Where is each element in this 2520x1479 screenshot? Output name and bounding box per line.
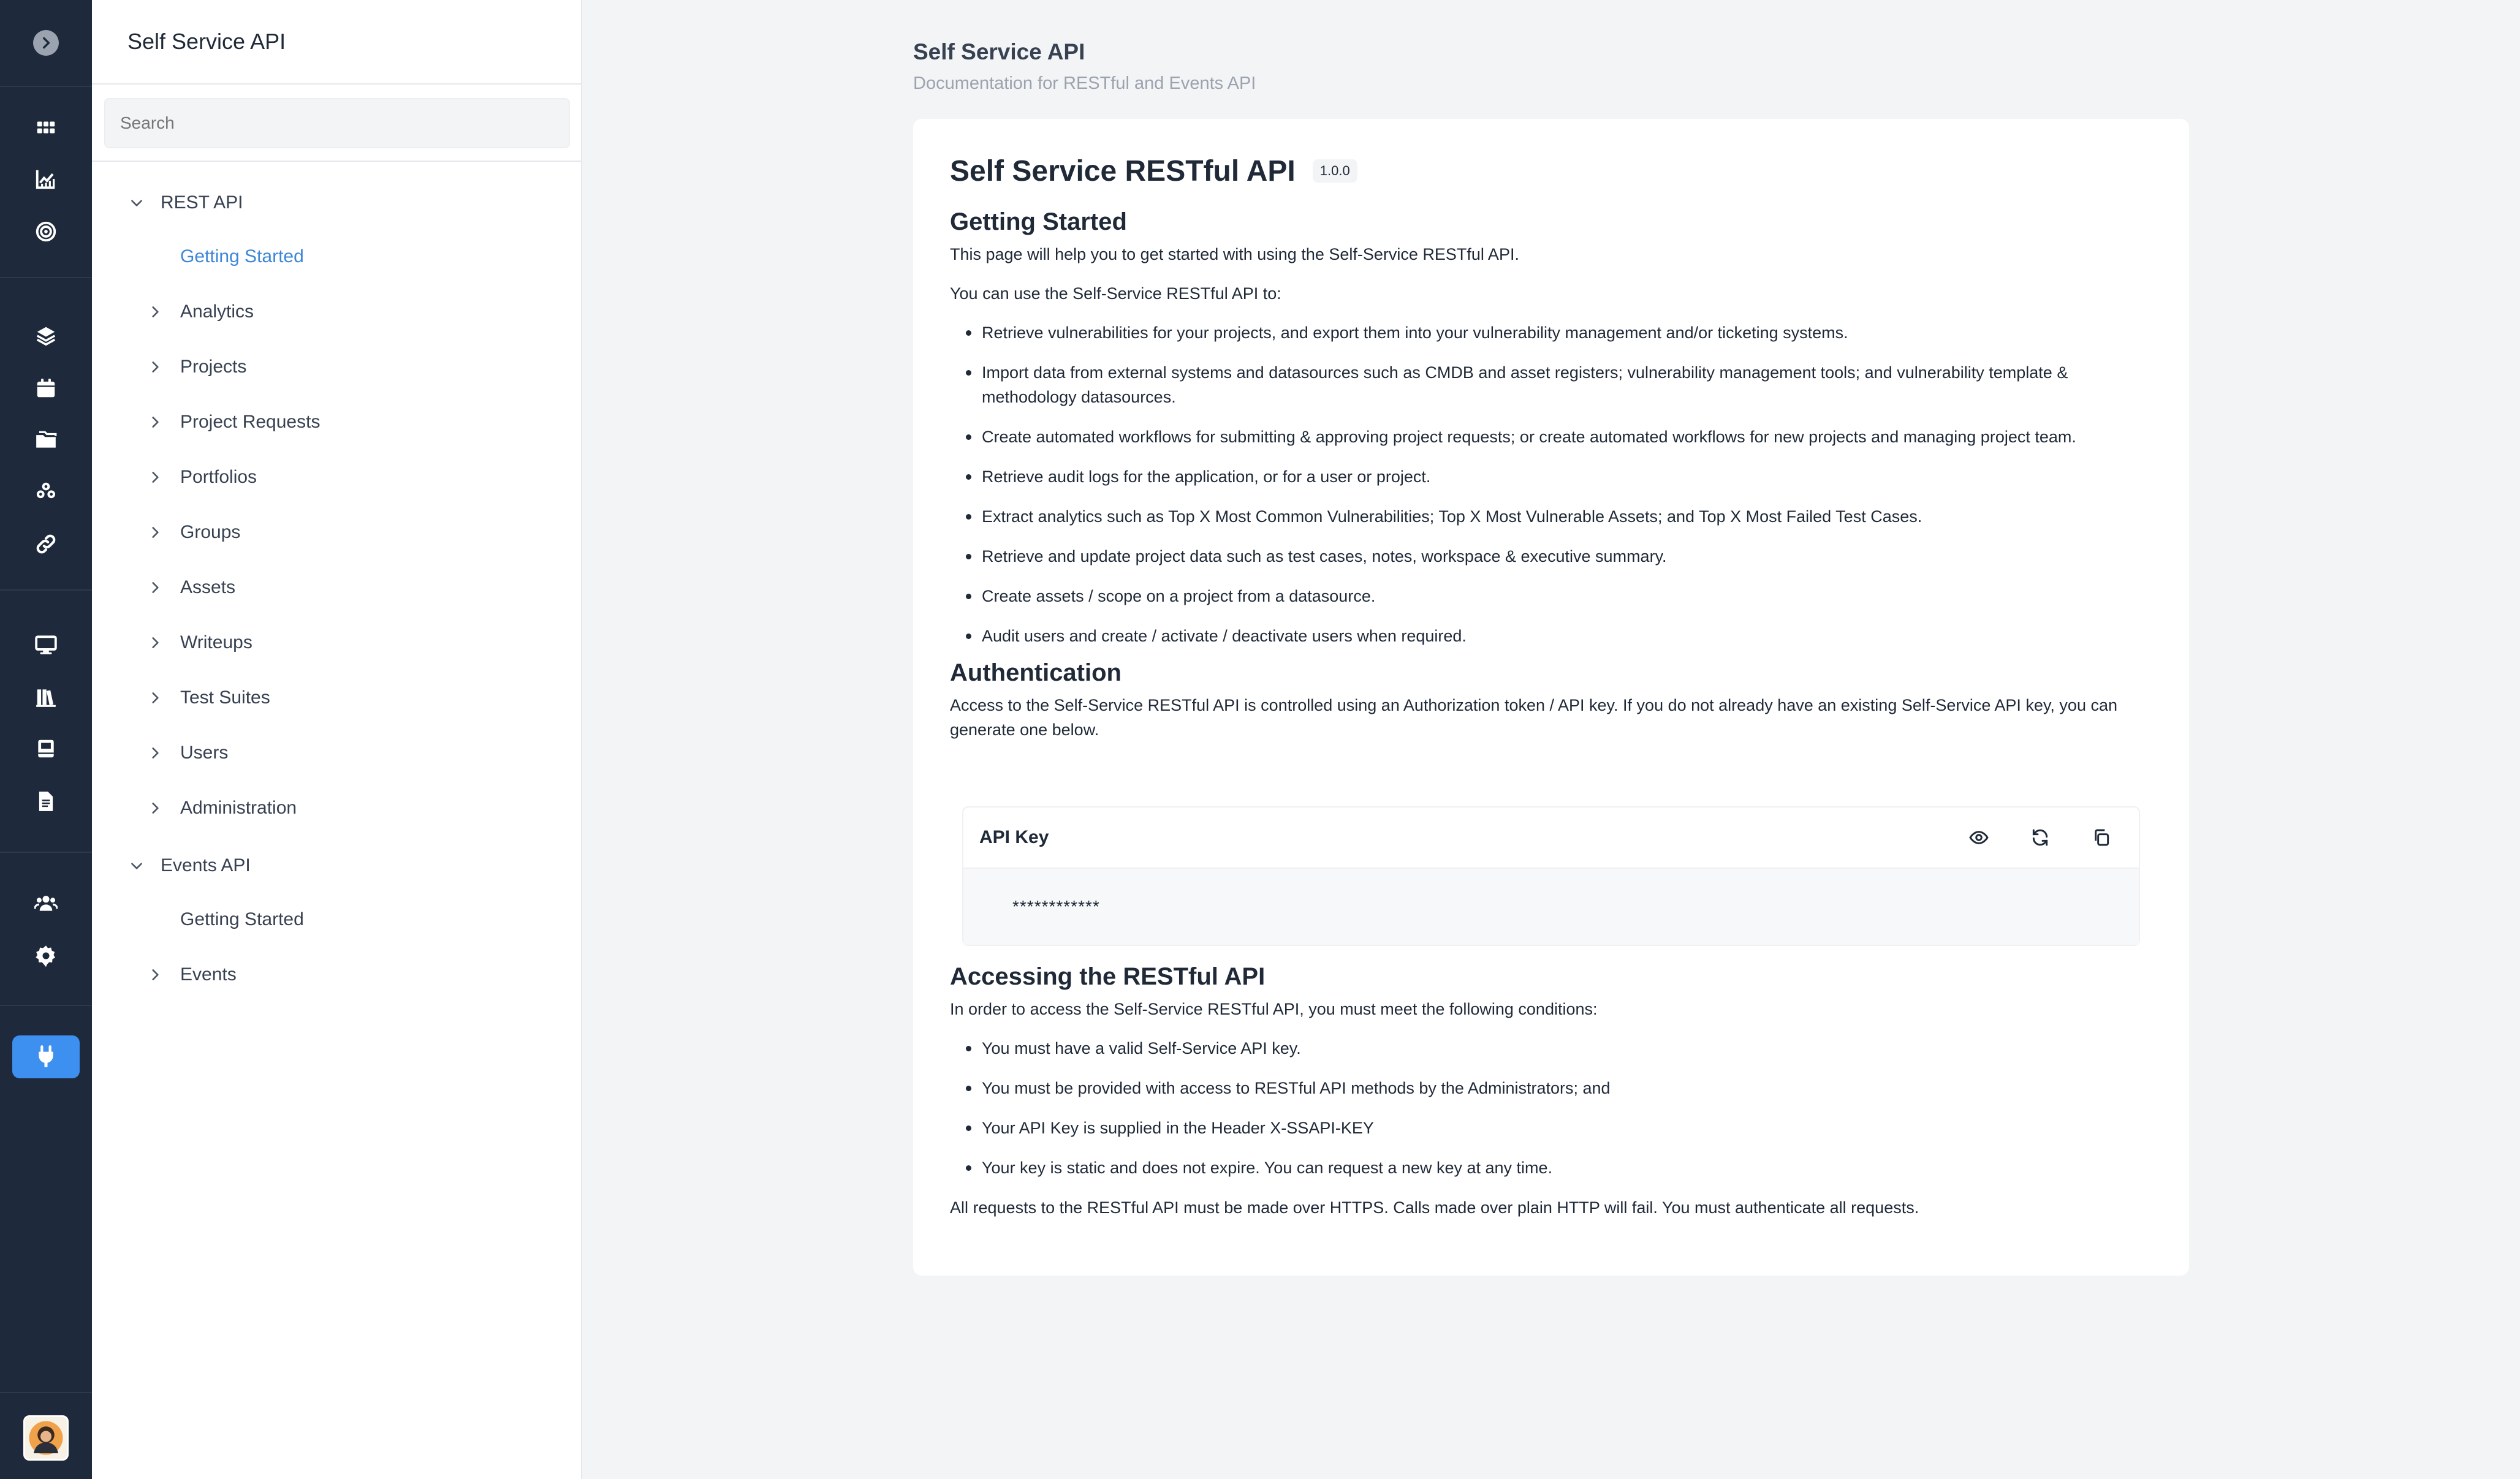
groups-icon[interactable] [28, 473, 64, 510]
doc-title-row [950, 149, 2151, 192]
nav-group-rest-api[interactable] [92, 181, 582, 224]
list-item: Retrieve audit logs for the application, or for a user or project. [950, 464, 2151, 489]
documentation-body [950, 149, 2151, 742]
list-item: Audit users and create / activate / deactivate users when required. [950, 624, 2151, 648]
documentation-card [913, 119, 2189, 1276]
chevron-right-icon [146, 468, 164, 486]
conditions-list [950, 1036, 2151, 1180]
nav-item-label: Getting Started [180, 909, 304, 929]
library-icon[interactable] [28, 679, 64, 716]
target-icon[interactable] [28, 213, 64, 250]
section-heading-getting-started: Getting Started [950, 208, 1127, 235]
avatar[interactable] [23, 1415, 69, 1461]
calendar-icon[interactable] [28, 370, 64, 407]
documentation-body-lower [950, 963, 2151, 1220]
chevron-right-icon [146, 413, 164, 431]
list-item: Create assets / scope on a project from a datasource. [950, 584, 2151, 608]
use-intro: You can use the Self-Service RESTful API to: [950, 284, 1281, 303]
nav-item-test-suites[interactable] [92, 676, 582, 719]
nav-item-label: Projects [180, 357, 247, 377]
nav-group-label: Events API [161, 855, 251, 876]
link-icon[interactable] [28, 526, 64, 562]
nav-item-label: Portfolios [180, 467, 257, 487]
sidebar-header [92, 0, 581, 85]
users-icon[interactable] [28, 885, 64, 921]
rail-divider [0, 1392, 92, 1393]
nav-group-label: REST API [161, 192, 243, 213]
dashboard-grid-icon[interactable] [28, 109, 64, 146]
accessing-footer: All requests to the RESTful API must be made over HTTPS. Calls made over plain HTTP will fail. You must authenticate all requests. [950, 1198, 1919, 1217]
settings-gear-icon[interactable] [28, 937, 64, 974]
toggle-sidebar-icon[interactable] [28, 25, 64, 61]
nav-item-administration[interactable] [92, 787, 582, 830]
list-item: You must have a valid Self-Service API key. [950, 1036, 2151, 1061]
nav-item-portfolios[interactable] [92, 456, 582, 499]
chevron-right-icon [146, 358, 164, 376]
use-list [950, 320, 2151, 648]
authentication-text: Access to the Self-Service RESTful API is controlled using an Authorization token / API key. If you do not already have an existing Self-Service API key, you can generate one below. [950, 696, 2118, 739]
list-item: Extract analytics such as Top X Most Common Vulnerabilities; Top X Most Vulnerable Assets; and Top X Most Failed Test Cases. [950, 504, 2151, 529]
section-heading-accessing: Accessing the RESTful API [950, 963, 1266, 990]
main-content [582, 0, 2520, 1479]
nav-item-label: Administration [180, 798, 297, 818]
list-item: Retrieve and update project data such as test cases, notes, workspace & executive summary. [950, 544, 2151, 569]
nav-item-label: Project Requests [180, 412, 321, 432]
nav-item-events-getting-started[interactable] [92, 898, 582, 941]
analytics-chart-icon[interactable] [28, 161, 64, 197]
nav-item-events[interactable] [92, 953, 582, 996]
monitor-icon[interactable] [28, 626, 64, 663]
chevron-right-icon [146, 303, 164, 321]
nav-item-label: Analytics [180, 301, 254, 322]
rail-divider [0, 852, 92, 853]
nav-group-events-api[interactable] [92, 844, 582, 887]
search-container [92, 85, 581, 162]
list-item: You must be provided with access to RESTful API methods by the Administrators; and [950, 1076, 2151, 1100]
getting-started-intro: This page will help you to get started with using the Self-Service RESTful API. [950, 245, 1519, 263]
nav-item-label: Events [180, 964, 237, 985]
version-badge: 1.0.0 [1313, 159, 1357, 183]
copy-icon[interactable] [2089, 825, 2114, 850]
chevron-right-icon [146, 523, 164, 542]
rail-divider [0, 589, 92, 591]
document-icon[interactable] [28, 783, 64, 820]
chevron-right-icon [146, 578, 164, 597]
rail-divider [0, 1005, 92, 1006]
section-heading-authentication: Authentication [950, 659, 1121, 686]
list-item: Import data from external systems and datasources such as CMDB and asset registers; vulnerability management tools; and vulnerability template & methodology datasources. [950, 360, 2151, 409]
book-icon[interactable] [28, 730, 64, 767]
api-key-value: ************ [963, 868, 2139, 945]
nav-item-label: Groups [180, 522, 241, 542]
chevron-right-icon [146, 689, 164, 707]
api-key-label: API Key [979, 827, 1049, 847]
doc-title: Self Service RESTful API [950, 154, 1296, 187]
chevron-down-icon [127, 194, 146, 212]
list-item: Retrieve vulnerabilities for your projects, and export them into your vulnerability management and/or ticketing systems. [950, 320, 2151, 345]
rail-divider [0, 277, 92, 278]
api-key-panel [962, 806, 2140, 946]
chevron-right-icon [146, 744, 164, 762]
nav-item-project-requests[interactable] [92, 401, 582, 444]
refresh-icon[interactable] [2027, 825, 2053, 850]
page-title: Self Service API [913, 39, 1085, 64]
sidebar [92, 0, 582, 1479]
icon-rail [0, 0, 92, 1479]
nav-item-writeups[interactable] [92, 621, 582, 664]
sidebar-title: Self Service API [127, 29, 286, 54]
plug-icon [34, 1045, 58, 1069]
nav-item-getting-started[interactable] [92, 235, 582, 278]
nav-item-users[interactable] [92, 732, 582, 774]
accessing-intro: In order to access the Self-Service RESTful API, you must meet the following conditions: [950, 1000, 1598, 1018]
nav-item-label: Assets [180, 577, 236, 597]
nav-item-label: Writeups [180, 632, 252, 652]
list-item: Create automated workflows for submitting & approving project requests; or create automated workflows for new projects and managing project team. [950, 425, 2151, 449]
chevron-down-icon [127, 857, 146, 875]
nav-item-analytics[interactable] [92, 290, 582, 333]
api-plug-button[interactable] [12, 1035, 80, 1078]
nav-item-label: Users [180, 743, 229, 763]
list-item: Your API Key is supplied in the Header X-SSAPI-KEY [950, 1116, 2151, 1140]
chevron-right-icon [146, 966, 164, 984]
eye-icon[interactable] [1966, 825, 1992, 850]
list-item: Your key is static and does not expire. You can request a new key at any time. [950, 1156, 2151, 1180]
search-input[interactable] [104, 98, 570, 148]
page-subtitle: Documentation for RESTful and Events API [913, 74, 1256, 93]
nav-item-projects[interactable] [92, 346, 582, 388]
rail-divider [0, 86, 92, 87]
chevron-right-icon [146, 799, 164, 817]
folder-icon[interactable] [28, 422, 64, 458]
nav-item-label: Getting Started [180, 246, 304, 267]
nav-item-label: Test Suites [180, 687, 270, 708]
chevron-right-icon [146, 634, 164, 652]
nav-item-assets[interactable] [92, 566, 582, 609]
nav-item-groups[interactable] [92, 511, 582, 554]
layers-icon[interactable] [28, 317, 64, 354]
